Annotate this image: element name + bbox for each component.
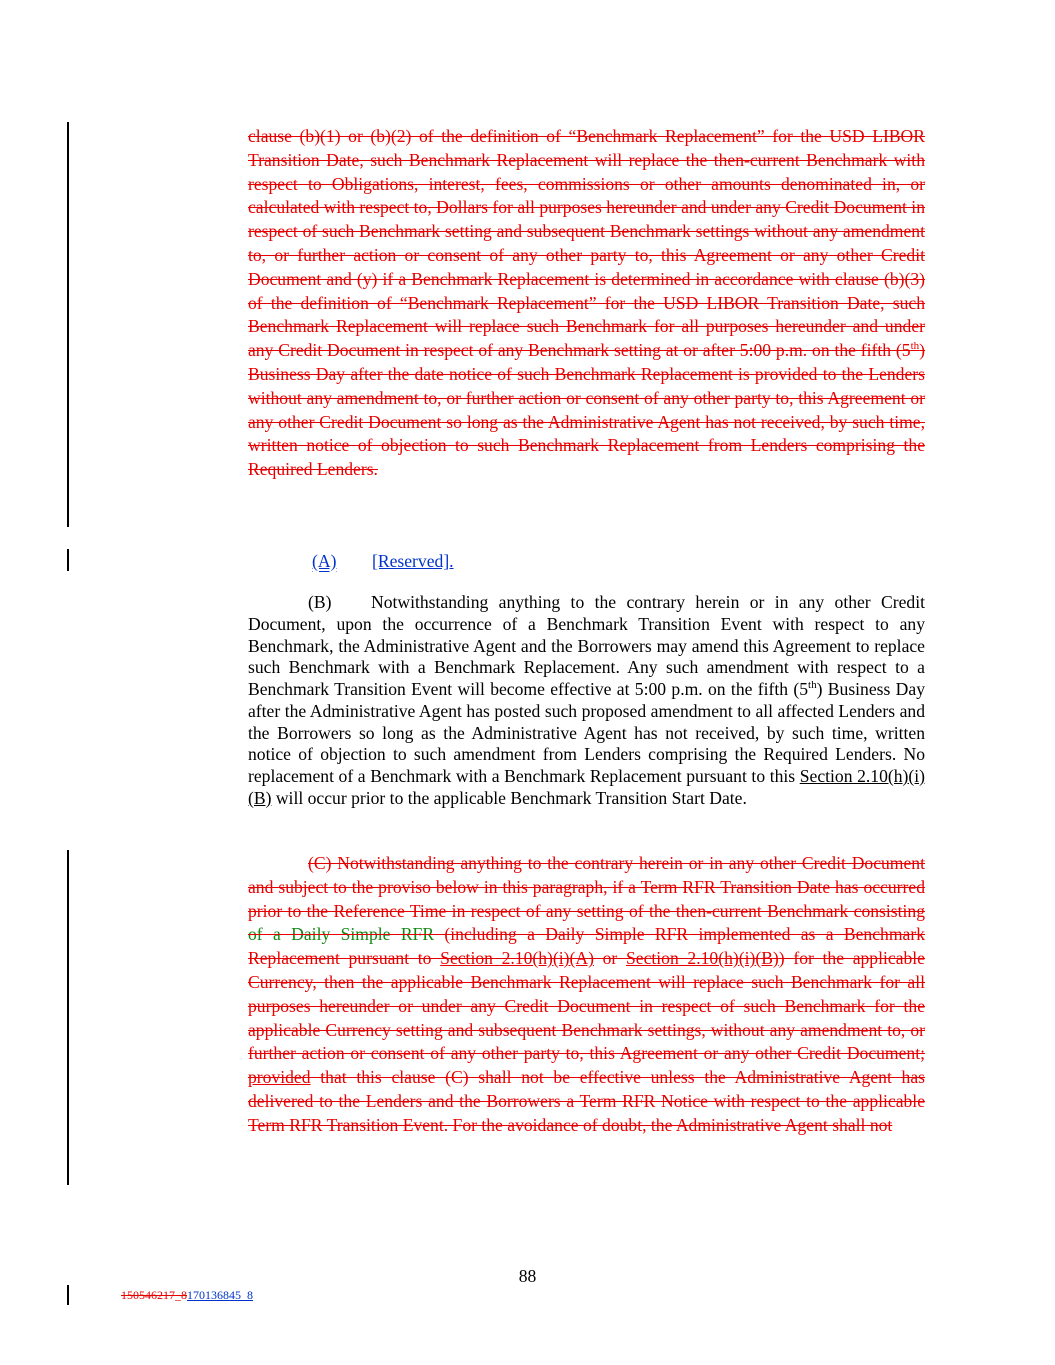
reserved-clause-a xyxy=(312,550,454,573)
deleted-text: ) Business Day after the date notice of such Benchmark Replacement is provided to the Lenders without any amendment to, or further action or consent of any other party to, this Agreement or any other Credit Document so long as the Administrative Agent has not received, by such time, written notice of objection to such Benchmark Replacement from Lenders comprising the Required Lenders. xyxy=(248,340,925,480)
change-bar-para1 xyxy=(67,122,69,527)
change-bar-reserved xyxy=(67,549,69,571)
section-reference-a: Section 2.10(h)(i)(A) xyxy=(440,948,594,969)
deleted-text: ) for the applicable Currency, then the applicable Benchmark Replacement will replace such Benchmark for all purposes hereunder or under any Credit Document in respect of such Benchmark for the applicable Currency setting and subsequent Benchmark settings, without any amendment to, or further action or consent of any other party to, this Agreement or any other Credit Document; xyxy=(248,948,925,1064)
clause-b-text: Notwithstanding anything to the contrary herein or in any other Credit Document, upon the occurrence of a Benchmark Transition Event with respect to any Benchmark, the Administrative Agent and the Borrowers may amend this Agreement to replace such Benchmark with a Benchmark Replacement. Any such amendment with respect to a Benchmark Transition Event will become effective at 5:00 p.m. on the fifth (5 xyxy=(248,592,925,699)
new-document-id: 170136845_8 xyxy=(187,1288,253,1302)
change-bar-footer xyxy=(67,1285,69,1305)
moved-text: of a Daily Simple RFR xyxy=(248,924,435,945)
provided-term: provided xyxy=(248,1067,311,1088)
paragraph-clause-b xyxy=(248,592,925,810)
deleted-paragraph-clause-c: (C) Notwithstanding anything to the contrary herein or in any other Credit Document and subject to the proviso below in this paragraph, if a Term RFR Transition Date has occurred prior to the Reference Time in respect of any setting of the then-current Benchmark consisting of a Daily Simple RFR (including a Daily Simple RFR implemented as a Benchmark Replacement pursuant to Section 2.10(h)(i)(A) or Section 2.10(h)(i)(B)) for the applicable Currency, then the applicable Benchmark Replacement will replace such Benchmark for all purposes hereunder or under any Credit Document in respect of such Benchmark for the applicable Currency setting and subsequent Benchmark settings, without any amendment to, or further action or consent of any other party to, this Agreement or any other Credit Document; provided that this clause (C) shall not be effective unless the Administrative Agent has delivered to the Lenders and the Borrowers a Term RFR Notice with respect to the applicable Term RFR Transition Event. For the avoidance of doubt, the Administrative Agent shall not xyxy=(248,853,925,1135)
deleted-text: (including a Daily Simple RFR implemented as a Benchmark Replacement pursuant to xyxy=(248,924,925,969)
page-number: 88 xyxy=(518,1266,537,1286)
superscript-th: th xyxy=(910,340,920,353)
document-id xyxy=(121,1288,253,1303)
clause-a-label: (A) xyxy=(312,551,337,571)
clause-b-text: ) Business Day after the Administrative Agent has posted such proposed amendment to all affected Lenders and the Borrowers so long as the Administrative Agent has not received, by such time, written notice of objection to such amendment from Lenders comprising the Required Lenders. No replacement of a Benchmark with a Benchmark Replacement pursuant to this xyxy=(248,679,925,786)
change-bar-paraC xyxy=(67,850,69,1185)
deleted-text: (C) Notwithstanding anything to the contrary herein or in any other Credit Document and subject to the proviso below in this paragraph, if a Term RFR Transition Date has occurred prior to the Reference Time in respect of any setting of the then-current Benchmark consisting xyxy=(248,853,925,921)
clause-b-label: (B) xyxy=(308,592,332,612)
deleted-paragraph-clause-b xyxy=(248,125,925,482)
section-reference-b: Section 2.10(h)(i)(B) xyxy=(248,766,925,808)
reserved-text: [Reserved]. xyxy=(372,551,454,571)
old-document-id: 150546217_8 xyxy=(121,1288,187,1302)
section-reference-b: Section 2.10(h)(i)(B) xyxy=(625,948,779,969)
deleted-text: that this clause (C) shall not be effective unless the Administrative Agent has delivered to the Lenders and the Borrowers a Term RFR Notice with respect to the applicable Term RFR Transition Event. For the avoidance of doubt, the Administrative Agent shall not xyxy=(248,1067,925,1135)
superscript-th: th xyxy=(808,679,817,692)
deleted-text: clause (b)(1) or (b)(2) of the definition of “Benchmark Replacement” for the USD LIBOR Transition Date, such Benchmark Replacement will replace the then-current Benchmark with respect to Obligations, interest, fees, commissions or other amounts denominated in, or calculated with respect to, Dollars for all purposes hereunder and under any Credit Document in respect of such Benchmark setting and subsequent Benchmark settings without any amendment to, or further action or consent of any other party to, this Agreement or any other Credit Document and (y) if a Benchmark Replacement is determined in accordance with clause (b)(3) of the definition of “Benchmark Replacement” for the USD LIBOR Transition Date, such Benchmark Replacement will replace such Benchmark for all purposes hereunder and under any Credit Document in respect of any Benchmark setting at or after 5:00 p.m. on the fifth (5 xyxy=(248,126,925,361)
clause-b-text: will occur prior to the applicable Benchmark Transition Start Date. xyxy=(271,787,747,808)
